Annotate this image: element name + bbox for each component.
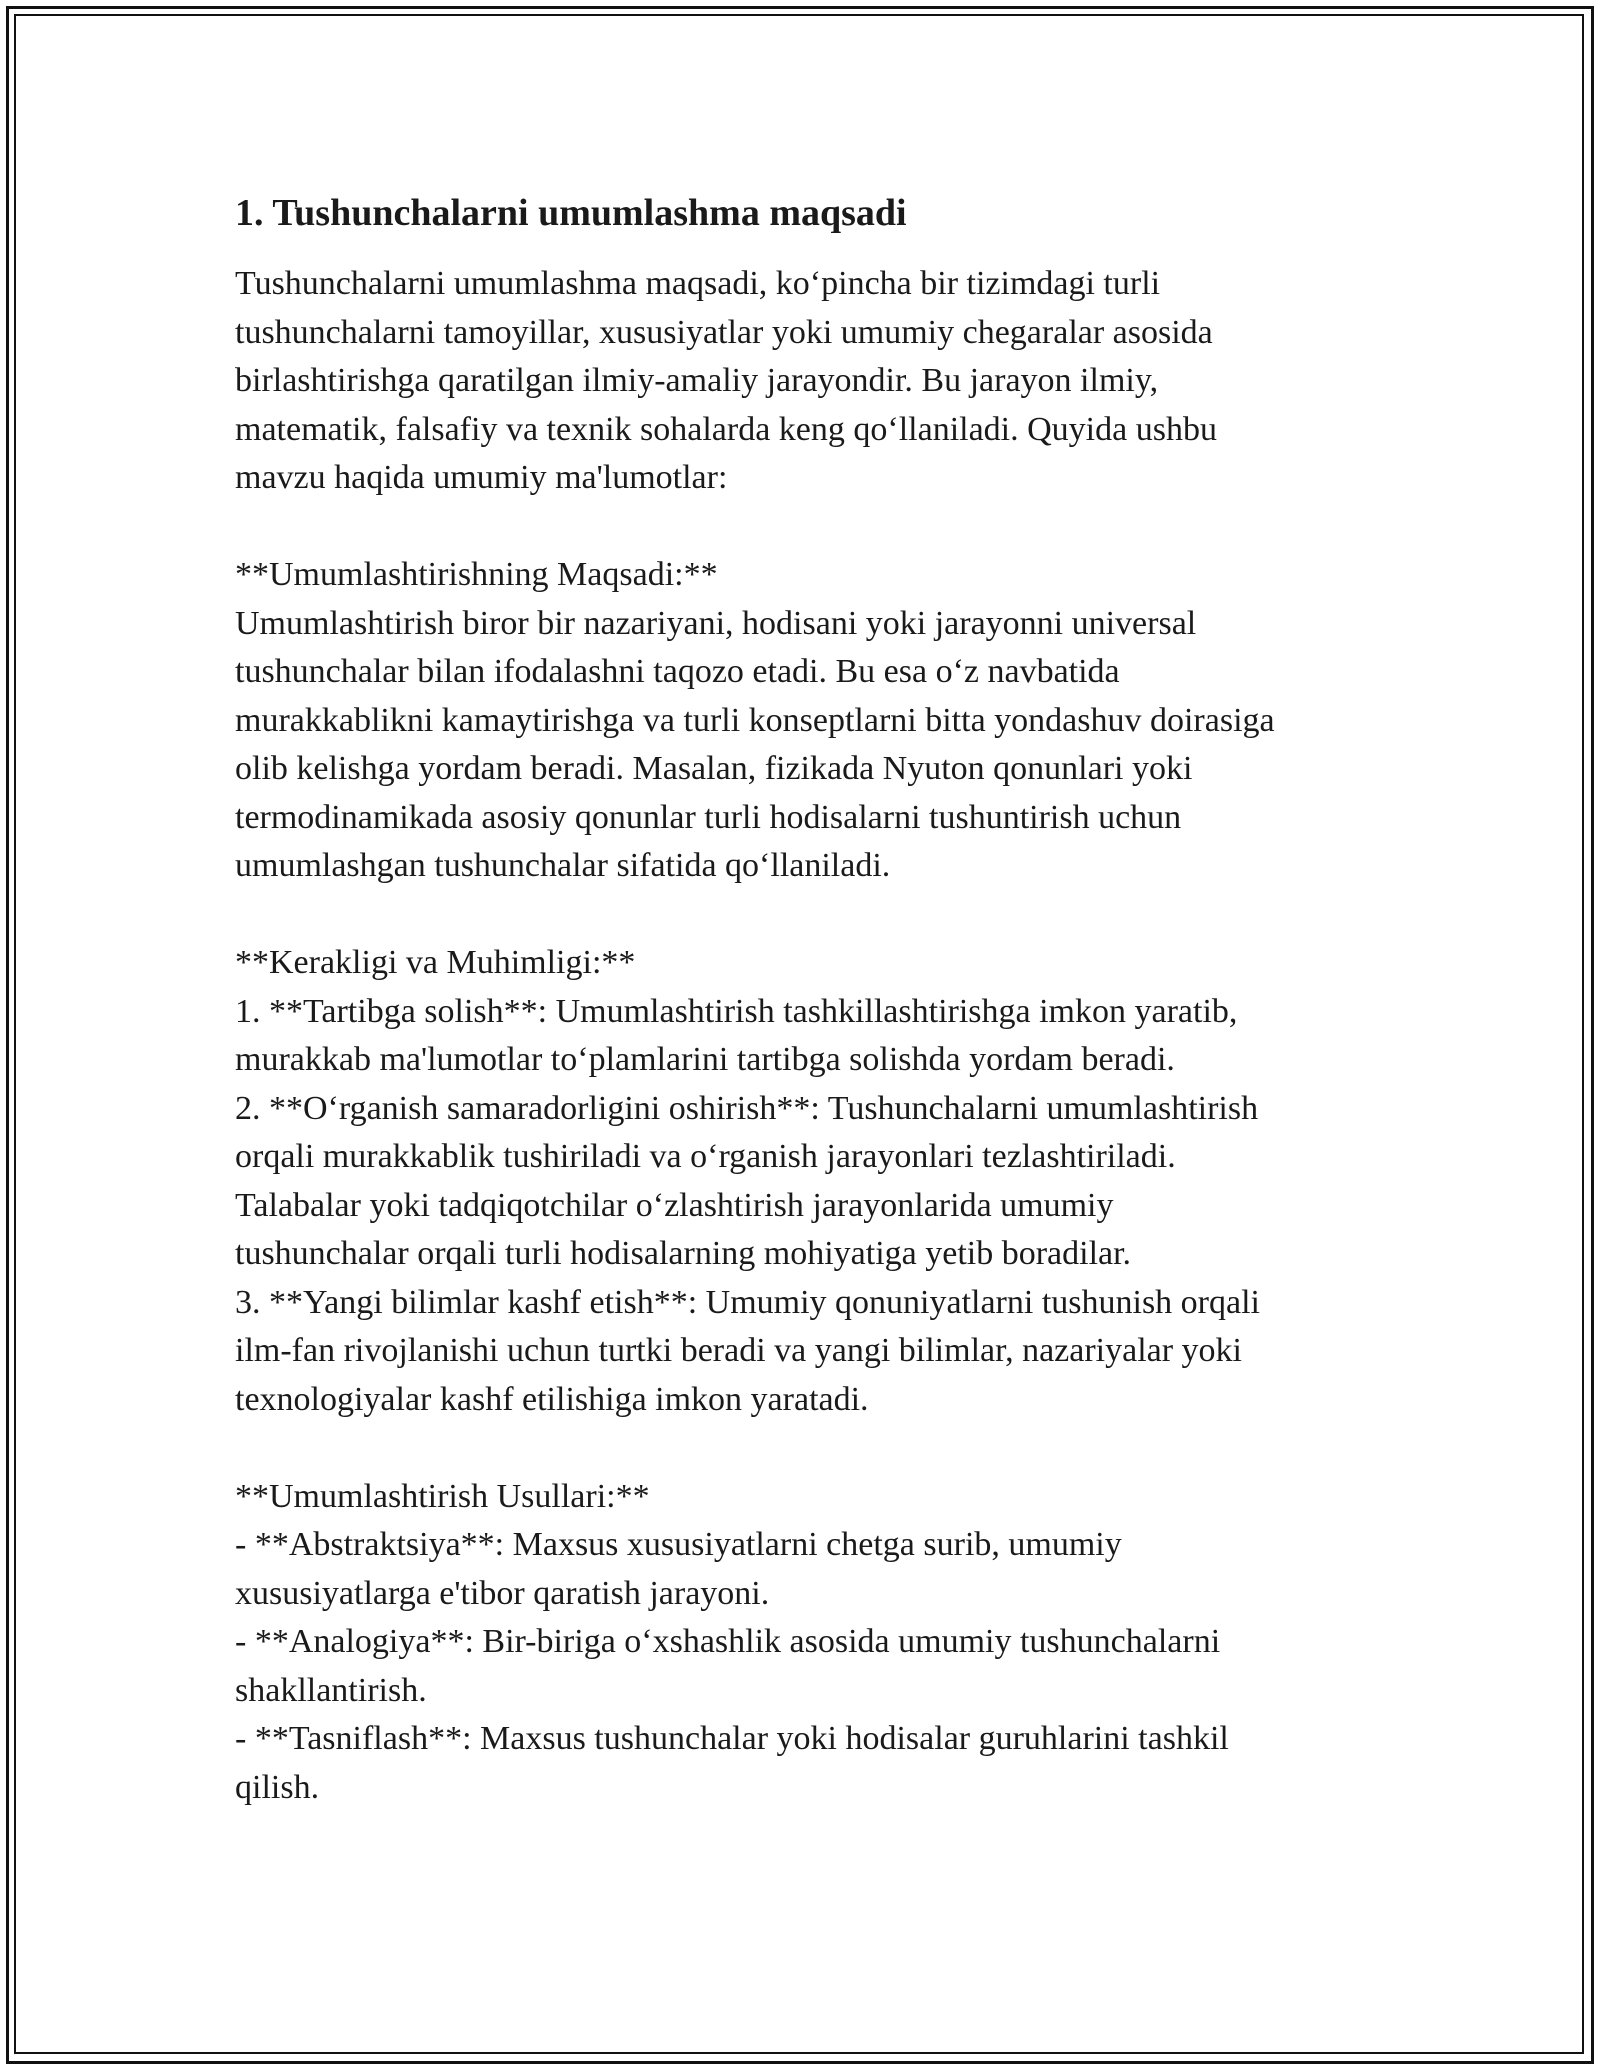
document-body: Tushunchalarni umumlashma maqsadi, ko‘pincha bir tizimdagi turli tushunchalarni tamoyillar, xususiyatlar yoki umumiy chegaralar asosida birlashtirishga qaratilgan ilmiy-amaliy jarayondir. Bu jarayon ilmiy, matematik, falsafiy va texnik sohalarda keng qo‘llaniladi. Quyida ushbu mavzu haqida umumiy ma'lumotlar: **Umumlashtirishning Maqsadi:** Umumlashtirish biror bir nazariyani, hodisani yoki jarayonni universal tushunchalar bilan ifodalashni taqozo etadi. Bu esa o‘z navbatida murakkablikni kamaytirishga va turli konseptlarni bitta yondashuv doirasiga olib kelishga yordam beradi. Masalan, fizikada Nyuton qonunlari yoki termodinamikada asosiy qonunlar turli hodisalarni tushuntirish uchun umumlashgan tushunchalar sifatida qo‘llaniladi. **Kerakligi va Muhimligi:** 1. **Tartibga solish**: Umumlashtirish tashkillashtirishga imkon yaratib, murakkab ma'lumotlar to‘plamlarini tartibga solishda yordam beradi. 2. **O‘rganish samaradorligini oshirish**: Tushunchalarni umumlashtirish orqali murakkablik tushiriladi va o‘rganish jarayonlari tezlashtiriladi. Talabalar yoki tadqiqotchilar o‘zlashtirish jarayonlarida umumiy tushunchalar orqali turli hodisalarning mohiyatiga yetib boradilar. 3. **Yangi bilimlar kashf etish**: Umumiy qonuniyatlarni tushunish orqali ilm-fan rivojlanishi uchun turtki beradi va yangi bilimlar, nazariyalar yoki texnologiyalar kashf etilishiga imkon yaratadi. **Umumlashtirish Usullari:** - **Abstraktsiya**: Maxsus xususiyatlarni chetga surib, umumiy xususiyatlarga e'tibor qaratish jarayoni. - **Analogiya**: Bir-biriga o‘xshashlik asosida umumiy tushunchalarni shakllantirish. - **Tasniflash**: Maxsus tushunchalar yoki hodisalar guruhlarini tashkil qilish. — [235, 265, 1275, 1806]
document-heading: 1. Tushunchalarni umumlashma maqsadi — [235, 192, 907, 234]
document-page — [235, 180, 1375, 1812]
